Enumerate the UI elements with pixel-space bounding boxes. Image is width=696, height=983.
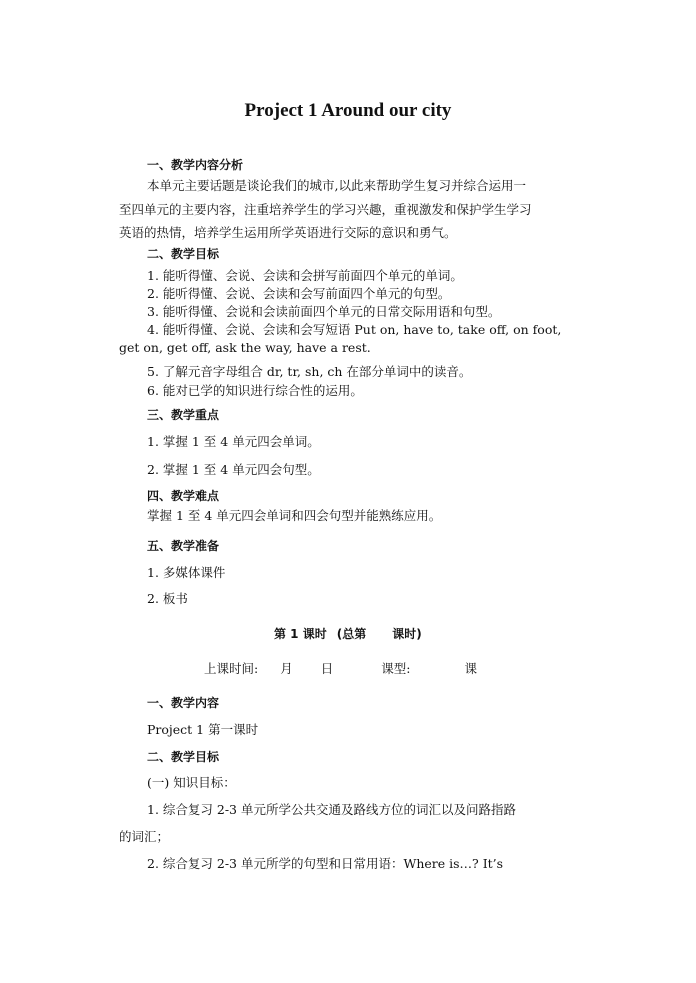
list-item: 5. 了解元音字母组合 dr, tr, sh, ch 在部分单词中的读音。 xyxy=(147,364,472,379)
list-item-continuation: 的词汇； xyxy=(119,829,170,844)
list-item: 1. 能听得懂、会说、会读和会拼写前面四个单元的单词。 xyxy=(147,268,463,283)
list-item: 4. 能听得懂、会说、会读和会写短语 Put on, have to, take off, on foot, xyxy=(147,322,562,337)
lesson-type-suffix: 课 xyxy=(464,661,477,676)
page-title: Project 1 Around our city xyxy=(244,100,452,121)
paragraph-line: Project 1 第一课时 xyxy=(147,722,259,737)
list-item: 2. 综合复习 2-3 单元所学的句型和日常用语：Where is…? It’s xyxy=(147,856,504,871)
list-item: 3. 能听得懂、会说和会读前面四个单元的日常交际用语和句型。 xyxy=(147,304,501,319)
lesson-type-label: 课型: xyxy=(381,661,411,676)
lesson-month: 月 xyxy=(280,661,293,676)
lesson-total-close: 课时) xyxy=(392,627,422,641)
lesson-day: 日 xyxy=(320,661,334,676)
section-heading-difficulties: 四、教学难点 xyxy=(147,489,220,503)
lesson-number: 第 1 课时 xyxy=(274,627,327,641)
list-item-continuation: get on, get off, ask the way, have a rest. xyxy=(119,340,371,355)
lesson-time-row xyxy=(204,661,477,677)
lesson-header xyxy=(274,626,422,642)
list-item: 2. 能听得懂、会说、会读和会写前面四个单元的句型。 xyxy=(147,286,451,301)
paragraph-line: 本单元主要话题是谈论我们的城市,以此来帮助学生复习并综合运用一 xyxy=(147,178,526,193)
section-heading-lesson-content: 一、教学内容 xyxy=(147,696,220,710)
lesson-total-open: (总第 xyxy=(336,627,367,641)
section-heading-key-points: 三、教学重点 xyxy=(147,408,220,422)
paragraph-line: 掌握 1 至 4 单元四会单词和四会句型并能熟练应用。 xyxy=(147,508,442,523)
list-item: 2. 掌握 1 至 4 单元四会句型。 xyxy=(147,462,320,477)
list-item: 1. 掌握 1 至 4 单元四会单词。 xyxy=(147,434,320,449)
paragraph-line: 至四单元的主要内容，注重培养学生的学习兴趣，重视激发和保护学生学习 xyxy=(119,202,532,217)
list-item: 1. 多媒体课件 xyxy=(147,565,226,580)
list-item: 1. 综合复习 2-3 单元所学公共交通及路线方位的词汇以及问路指路 xyxy=(147,802,516,817)
list-item: 2. 板书 xyxy=(147,591,188,606)
list-item: 6. 能对已学的知识进行综合性的运用。 xyxy=(147,383,363,398)
paragraph-line: 英语的热情，培养学生运用所学英语进行交际的意识和勇气。 xyxy=(119,225,457,240)
subheading-knowledge-goals: (一) 知识目标： xyxy=(147,775,236,790)
section-heading-teaching-goals: 二、教学目标 xyxy=(147,247,220,261)
section-heading-lesson-goals: 二、教学目标 xyxy=(147,750,220,764)
lesson-time-label: 上课时间: xyxy=(204,661,259,676)
section-heading-preparation: 五、教学准备 xyxy=(147,539,220,553)
section-heading-content-analysis: 一、教学内容分析 xyxy=(147,158,244,172)
